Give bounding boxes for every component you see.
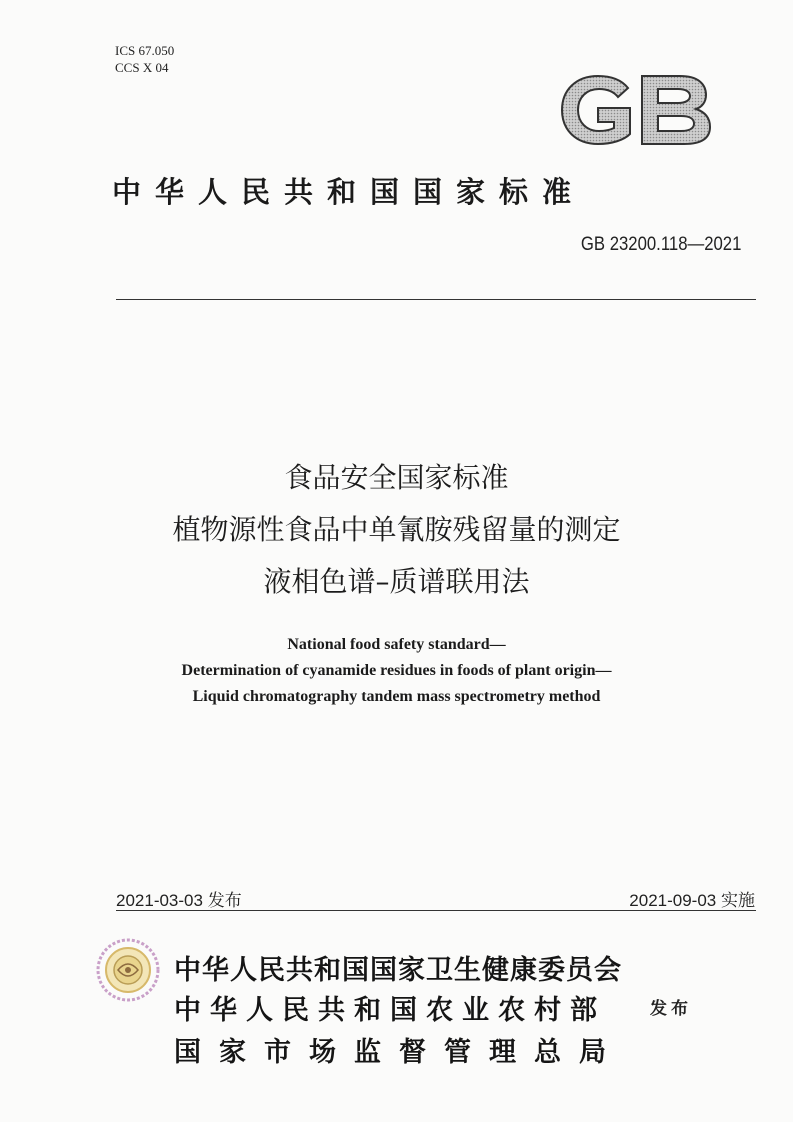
implement-date xyxy=(629,886,755,911)
issuer-line3: 国家市场监督管理总局 xyxy=(174,1037,624,1068)
header-divider xyxy=(116,299,756,300)
title-en-line3: Liquid chromatography tandem mass spectrometry method xyxy=(192,688,601,705)
implement-date-value: 2021-09-03 xyxy=(629,891,717,910)
standard-number: GB 23200.118—2021 xyxy=(580,234,741,255)
ics-code: ICS 67.050 xyxy=(115,43,175,58)
title-cn-line1: 食品安全国家标准 xyxy=(284,461,509,494)
issue-date-value: 2021-03-03 xyxy=(116,891,203,910)
ccs-code: CCS X 04 xyxy=(115,60,169,75)
country-standard-title: 中华人民共和国国家标准 xyxy=(112,175,586,209)
issuer-line1: 中华人民共和国国家卫生健康委员会 xyxy=(174,955,622,986)
title-en-line1: National food safety standard— xyxy=(287,636,506,653)
publish-label: 发布 xyxy=(650,999,692,1019)
issue-date xyxy=(116,886,242,911)
classification-codes xyxy=(115,42,174,76)
issue-label: 发布 xyxy=(207,891,242,911)
implement-label: 实施 xyxy=(721,891,755,911)
title-en-line2: Determination of cyanamide residues in foods of plant origin— xyxy=(181,662,612,679)
title-cn-line2: 植物源性食品中单氰胺残留量的测定 xyxy=(172,513,621,546)
issuer-line2: 中华人民共和国农业农村部 xyxy=(174,995,606,1026)
title-cn-line3: 液相色谱–质谱联用法 xyxy=(263,565,530,598)
issuer-seal-icon xyxy=(96,938,160,1002)
footer-divider xyxy=(116,910,756,911)
gb-logo xyxy=(556,70,716,150)
